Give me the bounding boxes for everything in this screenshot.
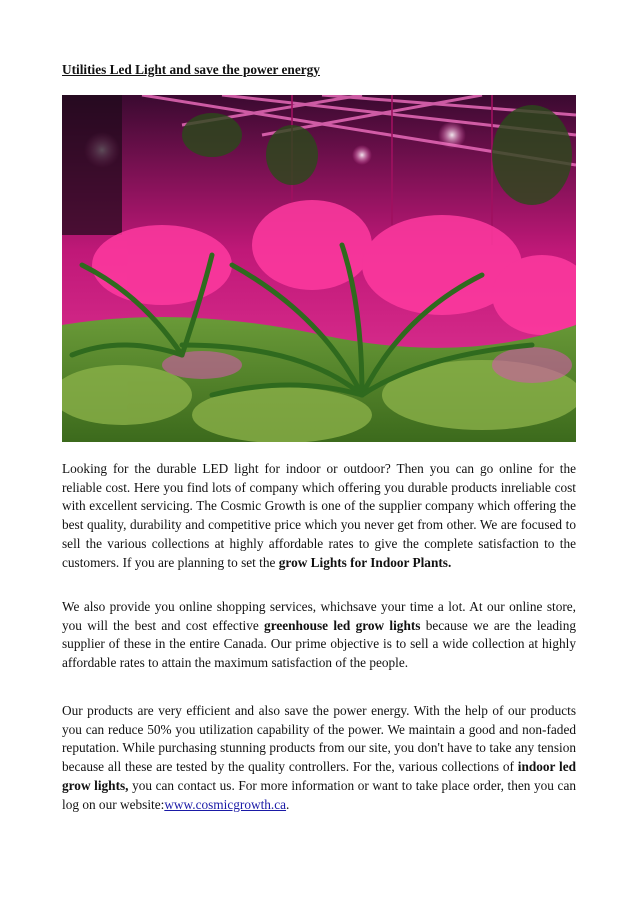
paragraph-1-text: Looking for the durable LED light for indoor or outdoor? Then you can go online for the reliable cost. Here you find lots of company which offering you durable products inreliable cost with excellent servicing. The Cosmic Growth is one of the supplier company which offering the best quality, durability and competitive price which you never get from other. We are focused to sell the various collections at highly affordable rates to give the complete satisfaction to the customers. If you are planning to set the — [62, 461, 576, 570]
paragraph-1-bold-phrase: grow Lights for Indoor Plants. — [278, 554, 452, 570]
paragraph-2 — [62, 598, 576, 673]
greenhouse-photo-illustration — [62, 95, 576, 442]
paragraph-3-bold-phrase: indoor led grow lights, — [62, 759, 576, 793]
paragraph-3-text-after: . — [286, 796, 290, 812]
paragraph-2-text-after: because we are the leading supplier of these in the entire Canada. Our prime objective is to sell a wide collection at highly affordable rates to attain the maximum satisfaction of the people. — [62, 617, 576, 671]
page-title: Utilities Led Light and save the power energy — [62, 62, 320, 77]
greenhouse-photo — [62, 95, 576, 442]
paragraph-2-text-before: We also provide you online shopping services, whichsave your time a lot. At our online store, you will the best and cost effective — [62, 599, 576, 633]
paragraph-3 — [62, 702, 576, 814]
paragraph-3-text-middle: you can contact us. For more information or want to take place order, then you can log on our website: — [62, 777, 576, 812]
website-link[interactable]: www.cosmicgrowth.ca — [164, 796, 287, 812]
paragraph-3-text-before: Our products are very efficient and also save the power energy. With the help of our products you can reduce 50% you utilization capability of the power. We maintain a good and non-faded reputation. While purchasing stunning products from our site, you don't have to take any tension because all these are tested by the quality controllers. For the, various collections of — [62, 703, 576, 775]
paragraph-1 — [62, 460, 576, 572]
paragraph-2-bold-phrase: greenhouse led grow lights — [264, 617, 421, 633]
